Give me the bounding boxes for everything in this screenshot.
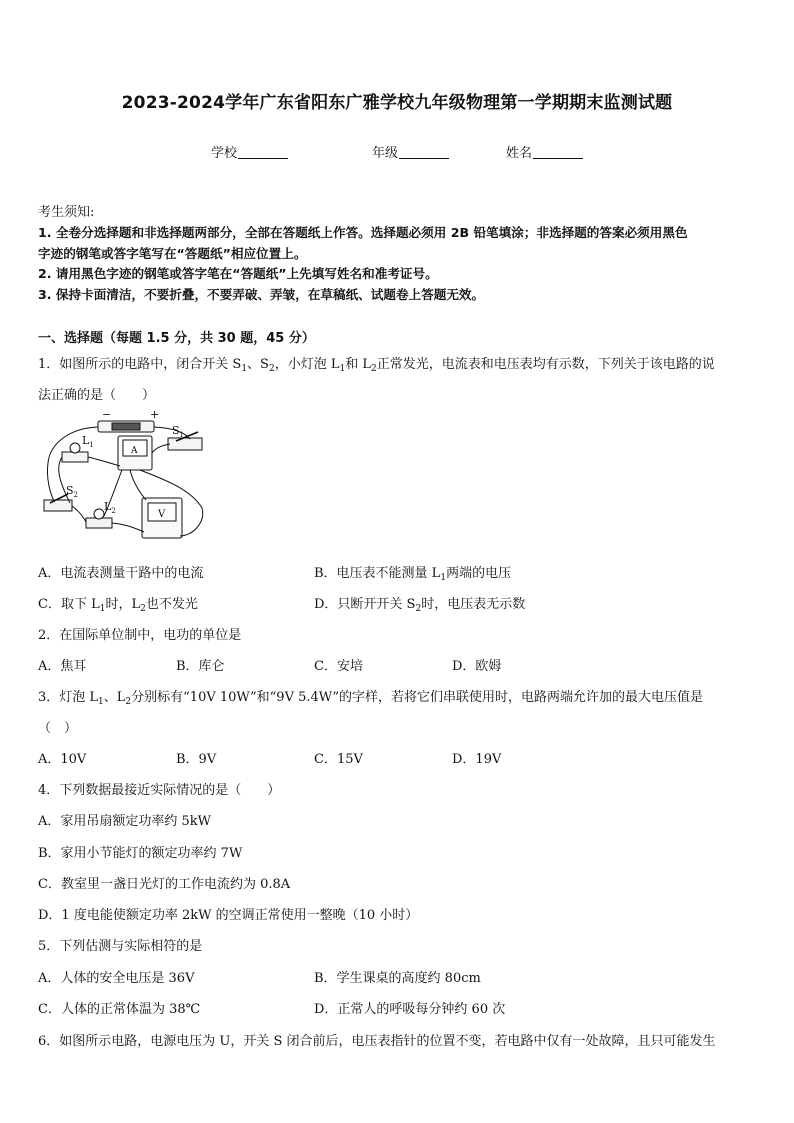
student-info-row xyxy=(0,142,794,160)
q3-option-b: B．9V xyxy=(176,752,217,767)
q1-sub: 1 xyxy=(339,364,346,374)
q5-option-c: C．人体的正常体温为 38℃ xyxy=(38,1002,201,1017)
switch-s2 xyxy=(44,500,72,511)
q1-sub: 1 xyxy=(241,364,248,374)
s2-label xyxy=(66,484,78,499)
wire xyxy=(112,523,144,532)
l2-letter: L xyxy=(104,500,112,513)
q1-option-b-sub: 1 xyxy=(440,573,447,583)
q1-text: 和 L xyxy=(345,357,371,372)
grade-label: 年级 xyxy=(372,146,399,161)
q2-option-a: A．焦耳 xyxy=(38,659,87,674)
notice-line: 1. 全卷分选择题和非选择题两部分，全部在答题纸上作答。选择题必须用 2B 铅笔填涂；非选择题的答案必须用黑色 xyxy=(38,225,688,240)
school-label: 学校 xyxy=(211,146,238,161)
notice-heading: 考生须知: xyxy=(38,205,95,220)
wire xyxy=(152,444,170,453)
s1-sub: 1 xyxy=(179,431,185,439)
q3-sub: 2 xyxy=(125,697,132,707)
q1-text: 、S xyxy=(247,357,269,372)
voltmeter-label: V xyxy=(158,509,166,520)
q1-option-d-sub: 2 xyxy=(415,604,422,614)
q3-text: 分别标有“10V 10W”和“9V 5.4W”的字样，若将它们串联使用时，电路两端允许加的最大电压值是 xyxy=(131,690,704,705)
l1-sub: 1 xyxy=(89,441,94,449)
ammeter-label: A xyxy=(131,446,138,456)
q5-option-b: B．学生课桌的高度约 80cm xyxy=(314,971,481,986)
q1-option-d-text: D．只断开开关 S xyxy=(314,597,416,612)
q5-option-d: D．正常人的呼吸每分钟约 60 次 xyxy=(314,1002,506,1017)
l1-letter: L xyxy=(82,434,90,447)
grade-blank xyxy=(399,146,449,159)
name-field xyxy=(506,142,583,161)
name-label: 姓名 xyxy=(506,146,533,161)
q2-option-b: B．库仑 xyxy=(176,659,225,674)
q1-circuit-figure xyxy=(40,408,210,553)
circuit-diagram xyxy=(40,408,210,553)
s2-letter: S xyxy=(66,484,74,497)
q3-option-d: D．19V xyxy=(452,752,502,767)
q3-text: 、L xyxy=(103,690,126,705)
q3-option-a: A．10V xyxy=(38,752,87,767)
switch-s1 xyxy=(168,438,202,450)
notice-line: 字迹的钢笔或答字笔写在“答题纸”相应位置上。 xyxy=(38,245,307,261)
q2-stem: 2．在国际单位制中，电功的单位是 xyxy=(38,628,242,643)
q1-option-c-sub: 2 xyxy=(140,604,146,614)
q1-option-d xyxy=(314,593,525,614)
q3-sub: 1 xyxy=(98,697,104,707)
q1-text: 1．如图所示的电路中，闭合开关 S xyxy=(38,357,242,372)
q1-stem xyxy=(38,353,715,374)
s1-label xyxy=(172,424,184,439)
q3-option-c: C．15V xyxy=(314,752,363,767)
page-title: 2023-2024学年广东省阳东广雅学校九年级物理第一学期期末监测试题 xyxy=(121,93,673,113)
section-heading: 一、选择题（每题 1.5 分，共 30 题，45 分） xyxy=(38,331,315,346)
q2-option-d: D．欧姆 xyxy=(452,659,502,674)
battery-cell xyxy=(112,423,140,430)
q4-stem: 4．下列数据最接近实际情况的是（ ） xyxy=(38,783,281,798)
notice-line: 2. 请用黑色字迹的钢笔或答字笔在“答题纸”上先填写姓名和准考证号。 xyxy=(38,266,438,281)
q6-stem: 6．如图所示电路，电源电压为 U，开关 S 闭合前后，电压表指针的位置不变，若电路中仅有一处故障，且只可能发生 xyxy=(38,1034,716,1049)
l2-label xyxy=(104,500,116,515)
s1-letter: S xyxy=(172,424,180,437)
q1-option-a: A．电流表测量干路中的电流 xyxy=(38,566,204,581)
school-field xyxy=(211,142,288,161)
q1-option-b-text: 两端的电压 xyxy=(446,566,512,581)
q3-text: 3．灯泡 L xyxy=(38,690,99,705)
q1-sub: 2 xyxy=(268,364,275,374)
wire xyxy=(88,457,120,466)
q4-option-b: B．家用小节能灯的额定功率约 7W xyxy=(38,846,243,861)
q1-option-c-text: 时，L xyxy=(105,597,141,612)
lamp-l1 xyxy=(70,443,80,453)
q1-option-c-sub: 1 xyxy=(99,604,106,614)
q1-option-d-text: 时，电压表无示数 xyxy=(421,597,526,612)
lamp-l2 xyxy=(94,509,104,519)
q4-option-a: A．家用吊扇额定功率约 5kW xyxy=(38,814,212,829)
q1-option-c xyxy=(38,593,198,614)
q4-option-c: C．教室里一盏日光灯的工作电流约为 0.8A xyxy=(38,877,291,892)
q3-stem-line2: （ ） xyxy=(38,721,78,736)
q1-stem-line2: 法正确的是（ ） xyxy=(38,388,156,403)
q1-sub: 2 xyxy=(370,364,377,374)
q1-option-b-text: B．电压表不能测量 L xyxy=(314,566,441,581)
s2-sub: 2 xyxy=(73,491,79,499)
q5-stem: 5．下列估测与实际相符的是 xyxy=(38,939,203,954)
grade-field xyxy=(372,142,449,161)
q1-text: 正常发光，电流表和电压表均有示数，下列关于该电路的说 xyxy=(376,357,715,372)
battery-plus-label: + xyxy=(150,408,160,421)
wire xyxy=(72,506,86,522)
q4-option-d: D．1 度电能使额定功率 2kW 的空调正常使用一整晚（10 小时） xyxy=(38,908,419,923)
l2-sub: 2 xyxy=(111,507,116,515)
school-blank xyxy=(238,146,288,159)
q1-option-c-text: 也不发光 xyxy=(145,597,198,612)
notice-line: 3. 保持卡面清洁，不要折叠，不要弄破、弄皱，在草稿纸、试题卷上答题无效。 xyxy=(38,286,485,302)
l1-label xyxy=(82,434,94,449)
q5-option-a: A．人体的安全电压是 36V xyxy=(38,971,195,986)
q2-option-c: C．安培 xyxy=(314,659,363,674)
q3-stem xyxy=(38,686,703,707)
q1-option-c-text: C．取下 L xyxy=(38,597,100,612)
q1-option-b xyxy=(314,562,511,583)
wire xyxy=(130,470,146,500)
candidate-notice xyxy=(38,203,758,305)
name-blank xyxy=(533,146,583,159)
battery-minus-label: − xyxy=(102,408,112,421)
q1-text: ，小灯泡 L xyxy=(274,357,340,372)
